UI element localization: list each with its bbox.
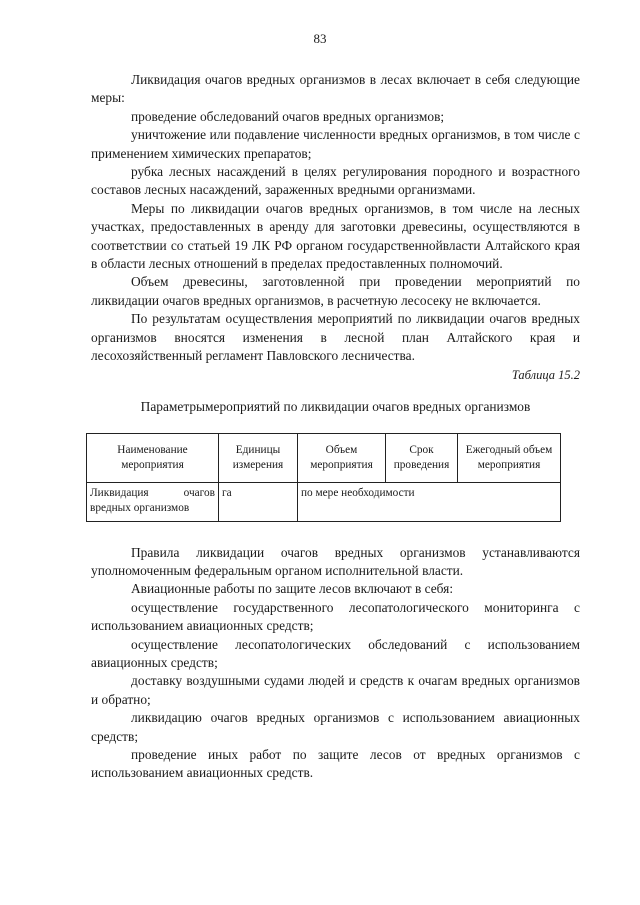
table-title: Параметрымероприятий по ликвидации очагов вредных организмов — [140, 398, 531, 414]
header-cell-annual: Ежегодный объем мероприятия — [458, 433, 561, 482]
cell-volume-term: по мере необходимости — [298, 482, 561, 521]
header-cell-name: Наименование мероприятия — [87, 433, 219, 482]
rules-paragraph: Правила ликвидации очагов вредных организмов устанавливаются уполномоченным федеральным органом исполнительной власти. — [91, 544, 580, 578]
intro-paragraph: Ликвидация очагов вредных организмов в лесах включает в себя следующие меры: — [91, 72, 580, 106]
header-cell-term: Срок проведения — [386, 433, 458, 482]
results-paragraph: По результатам осуществления мероприятий по ликвидации очагов вредных организмов вносятся изменения в лесной план Алтайского края и лесохозяйственный регламент Павловского лесничества. — [91, 311, 580, 364]
aviation-item: осуществление государственного лесопатологического мониторинга с использованием авиационных средств; — [91, 599, 580, 634]
header-cell-unit: Единицы измерения — [219, 433, 298, 482]
measure-item: проведение обследований очагов вредных организмов; — [131, 108, 445, 124]
aviation-item: ликвидацию очагов вредных организмов с использованием авиационных средств; — [91, 710, 580, 744]
aviation-item: осуществление лесопатологических обследований с использованием авиационных средств; — [91, 636, 580, 670]
volume-paragraph: Объем древесины, заготовленной при проведении мероприятий по ликвидации очагов вредных организмов, в расчетную лесосеку не включается. — [91, 274, 580, 308]
aviation-item: проведение иных работ по защите лесов от вредных организмов с использованием авиационных средств. — [91, 746, 580, 781]
parameters-table — [86, 433, 561, 522]
header-cell-volume: Объем мероприятия — [298, 433, 386, 482]
cell-measure-name: Ликвидация очагов вредных организмов — [87, 482, 219, 521]
authority-paragraph: Меры по ликвидации очагов вредных организмов, в том числе на лесных участках, предоставленных в аренду для заготовки древесины, осуществляются в соответствии со статьей 19 ЛК РФ органом государственнойвласти Алтайского края в области лесных отношений в пределах предоставленных полномочий. — [91, 200, 580, 272]
aviation-intro: Авиационные работы по защите лесов включают в себя: — [131, 581, 454, 597]
measure-item: рубка лесных насаждений в целях регулирования породного и возрастного составов лесных насаждений, зараженных вредными организмами. — [91, 164, 580, 198]
aviation-item: доставку воздушными судами людей и средств к очагам вредных организмов и обратно; — [91, 673, 580, 707]
table-caption: Таблица 15.2 — [511, 367, 580, 382]
cell-unit: га — [219, 482, 298, 521]
page-number: 83 — [313, 31, 327, 46]
table-header-row — [87, 433, 561, 482]
document-body — [91, 71, 580, 783]
measure-item: уничтожение или подавление численности вредных организмов, в том числе с применением химических препаратов; — [91, 127, 580, 161]
table-row — [87, 482, 561, 521]
